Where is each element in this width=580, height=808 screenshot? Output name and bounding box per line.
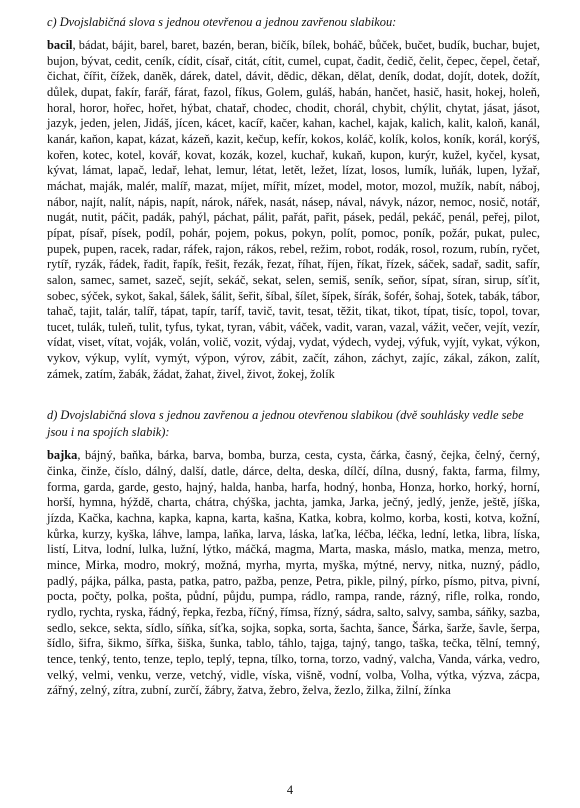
section-d-words: , bájný, baňka, bárka, barva, bomba, burza, cesta, cysta, čárka, časný, čejka, čelný, černý, činka, činže, číslo, dálný, další, datle, dárce, delta, deska, dílčí, dílna, dusný, fakta, farma, filmy, forma, garda, garde, gesto, hajný, halda, hanba, harfa, hodný, honba, Honza, horko, horký, horní, horší, hymna, hýždě, charta, chátra, chýška, jachta, jamka, Jarka, ječný, jedlý, jenže, ještě, jíška, jízda, Kačka, kachna, kapka, kapna, karta, kašna, Katka, kobra, kolmo, korba, kosti, kotva, kožní, kůrka, kurzy, kyška, láhve, lampa, laňka, larva, láska, laťka, léčba, léčka, lední, letka, libra, líska, listí, Litva, lodní, lulka, lužní, lýtko, máčká, magma, Marta, maska, máslo, matka, menza, metro, mince, Mirka, modro, mokrý, možná, myrha, myrta, myška, mýtné, nervy, nitka, nuzný, pádlo, padlý, pájka, pálka, pasta, patka, patro, pažba, penze, Petra, pikle, pilný, pírko, písmo, pitva, pivní, pocta, počty, polka, pošta, půdní, půjdu, pumpa, rádlo, rampa, rande, rázný, rifle, rolka, rondo, rydlo, rychta, ryska, řádný, řepka, řezba, říčný, římsa, řízný, sádra, salto, salvy, samba, sáňky, sazba, sedlo, sekce, sekta, sídlo, síňka, síťka, sojka, sopka, sorta, šachta, šance, Šárka, šarže, šavle, šerpa, šídlo, šifra, šikmo, šířka, šiška, šunka, tablo, táhlo, tajga, tajný, tango, taška, tečka, tělní, temný, tence, tenký, tento, tenze, teplo, teplý, tepna, tílko, torna, torzo, vadný, valcha, Vanda, várka, vedro, velký, velmi, venku, verze, vetchý, vidle, víska, višně, vodní, volba, Volha, výtka, výzva, zácpa, zářný, zelný, zítra, zubní, zurčí, žábry, žatva, žebro, želva, žezlo, žilka, žilní, žínka <box>47 448 540 698</box>
section-c-words: , bádat, bájit, barel, baret, bazén, beran, bičík, bílek, boháč, bůček, bučet, budík, buchar, bujet, bujon, bývat, cedit, ceník, cídit, císař, citát, cítit, cumel, cupat, čadit, čedič, čelit, čepec, čepel, četař, čichat, čířit, čížek, daněk, dárek, datel, dávit, dědic, děkan, dělat, deník, dodat, dojít, dotek, dožít, důlek, dupat, fakír, farář, fárat, fazol, fíkus, Golem, guláš, habán, hančet, hasič, hasit, hokej, holeň, horal, horor, hořec, hořet, hýbat, chatař, chodec, chodit, chorál, chybit, chýlit, chytat, jásat, jásot, jazyk, jeden, jelen, Jidáš, jícen, kácet, kacíř, kačer, kahan, kachel, kajak, kalich, kalit, kaloň, kanál, kanár, kaňon, kapat, kázat, kázeň, kazit, kečup, kefír, kokos, koláč, kolík, kolos, koník, korál, korýš, kořen, kotec, kotel, kovář, kovat, kozák, kozel, kuchař, kukaň, kupon, kurýr, kužel, kyčel, kysat, kývat, lámat, lapač, ledař, lehat, lemur, létat, letět, ležet, lízat, losos, lumík, luňák, lupen, lyžař, máchat, maják, malér, malíř, mazat, míjet, mířit, mízet, model, motor, mozol, mužík, nabít, náboj, nábor, najít, nalít, nápis, napít, nárok, nářek, nasát, násep, nával, návyk, názor, nemoc, nosič, notář, nugát, nutit, páčit, padák, pahýl, páchat, pálit, pařát, pařit, pásek, pedál, pekáč, penál, peřej, pilot, pípat, písař, písek, podíl, pohár, pojem, pokus, pokyn, polít, pomoc, poník, požár, pukat, pulec, pupek, pupen, racek, radar, ráfek, rajon, rákos, rebel, režim, robot, rodák, rosol, rozum, rubín, ryčet, rytíř, ryzák, řádek, řadit, řapík, řešit, řezák, řezat, říhat, říjen, říkat, řízek, sáček, sadař, sadit, safír, salon, samec, samet, sazeč, sejít, sekáč, sekat, selen, semiš, seník, seňor, sípat, síran, sirup, síťit, sobec, sýček, sykot, šakal, šálek, šálit, šeřit, šíbal, šílet, šípek, šírák, šofér, šohaj, šotek, tabák, tábor, tahač, tajit, talár, talíř, tápat, tapír, taríf, tavič, tavit, tesat, těžit, tikat, tikot, típat, tisíc, topol, tovar, tucet, tulák, tuleň, tulit, tyfus, tykat, tyran, vábit, váček, vadit, varan, vazal, vážit, večer, vejít, vezír, vídat, viset, vítat, voják, volán, volič, vozit, výdaj, vydat, výdech, vydej, výfuk, vyjít, vykat, výkon, vykov, výkup, vylít, vymýt, výpon, výrov, zábit, začít, záhon, záchyt, zajíc, zákal, zákon, zalít, zámek, zatím, žabák, žádat, žahat, živel, život, žokej, žolík <box>47 38 540 381</box>
section-c-heading: c) Dvojslabičná slova s jednou otevřenou a jednou zavřenou slabikou: <box>47 15 397 29</box>
section-c-word-list <box>47 38 540 382</box>
section-d-heading: d) Dvojslabičná slova s jednou zavřenou a jednou otevřenou slabikou (dvě souhlásky vedle sebe jsou i na spojích slabik): <box>47 408 524 440</box>
section-d <box>47 407 540 699</box>
section-d-first-word: bajka <box>47 448 78 463</box>
section-d-word-list <box>47 448 540 699</box>
section-c-first-word: bacil <box>47 38 73 52</box>
page-number: 4 <box>286 783 294 797</box>
section-c <box>47 14 540 382</box>
